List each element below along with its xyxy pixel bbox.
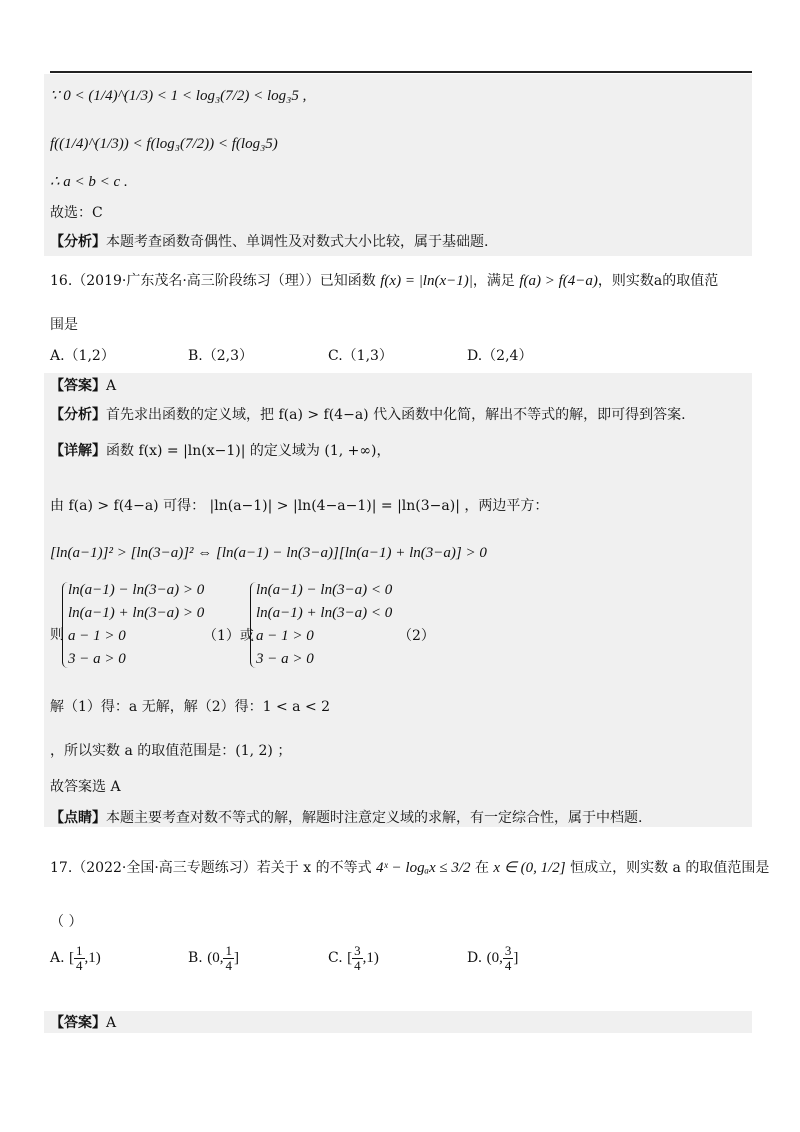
q16-option-c: C.（1,3） xyxy=(328,348,393,364)
system2 xyxy=(256,579,392,671)
q16-stem xyxy=(50,271,718,291)
analysis-tag: 【分析】 xyxy=(50,407,106,423)
q16-analysis xyxy=(50,405,686,425)
system1-row: ln(a−1) + ln(3−a) > 0 xyxy=(68,605,205,621)
answer-tag: 【答案】 xyxy=(50,1015,106,1031)
comment-text: 本题主要考查对数不等式的解，解题时注意定义域的求解，有一定综合性，属于中档题. xyxy=(106,810,643,826)
q16-stem-suffix: ，则实数a的取值范 xyxy=(597,273,719,289)
numerator: 1 xyxy=(76,943,83,958)
system2-row: ln(a−1) − ln(3−a) < 0 xyxy=(256,582,393,598)
interval-pre: 0, xyxy=(212,949,224,966)
bracket: ( xyxy=(486,949,492,966)
prev-line2: f((1/4)^(1/3)) < f(log₃(7/2)) < f(log₃5) xyxy=(50,136,278,152)
q17-paren: （ ） xyxy=(50,914,83,930)
analysis-tag: 【分析】 xyxy=(50,234,106,250)
option-interval xyxy=(207,944,239,973)
q16-stem-mid: ，满足 xyxy=(472,273,515,289)
q16-stem-line2: 围是 xyxy=(50,317,78,333)
q16-detail3: [ln(a−1)]² > [ln(3−a)]² ⇔ [ln(a−1) − ln(3−a)][ln(a−1) + ln(3−a)] > 0 xyxy=(50,545,487,561)
interval-rest: ,1) xyxy=(84,949,101,966)
system1-row: 3 − a > 0 xyxy=(68,651,126,667)
option-letter: C. xyxy=(328,949,343,966)
bracket: ] xyxy=(513,949,519,966)
option-letter: A. xyxy=(50,949,65,966)
prev-analysis xyxy=(50,232,488,252)
fraction xyxy=(74,944,85,973)
q17-in: 在 xyxy=(474,860,489,876)
denominator: 4 xyxy=(504,958,512,973)
q17-answer-block xyxy=(44,1011,752,1033)
bracket: ] xyxy=(233,949,239,966)
numerator: 3 xyxy=(354,943,361,958)
interval-rest: ,1) xyxy=(362,949,379,966)
denominator: 4 xyxy=(354,958,361,973)
q16-range: ，所以实数 a 的取值范围是：(1, 2) ； xyxy=(50,743,292,759)
comment-tag: 【点睛】 xyxy=(50,810,106,826)
q16-func: f(x) = |ln(x−1)| xyxy=(380,273,473,289)
option-interval xyxy=(69,944,101,973)
q17-option-a xyxy=(50,944,101,973)
option-interval xyxy=(347,944,379,973)
analysis-text: 首先求出函数的定义域，把 f(a) > f(4−a) 代入函数中化简，解出不等式的解，即可得到答案. xyxy=(106,407,686,423)
system1-row: ln(a−1) − ln(3−a) > 0 xyxy=(68,582,205,598)
answer-value: A xyxy=(106,1015,117,1031)
header-rule xyxy=(50,71,752,73)
q17-answer xyxy=(50,1013,116,1033)
q16-answer xyxy=(50,376,116,396)
system2-row: a − 1 > 0 xyxy=(256,628,314,644)
denominator: 4 xyxy=(225,958,232,973)
system2-row: 3 − a > 0 xyxy=(256,651,314,667)
system2-label: （2） xyxy=(398,628,435,644)
fraction xyxy=(352,944,363,973)
q16-detail2: 由 f(a) > f(4−a) 可得： |ln(a−1)| > |ln(4−a−1)| = |ln(3−a)| ，两边平方： xyxy=(50,498,549,514)
q17-stem xyxy=(50,858,769,878)
option-interval xyxy=(487,944,519,973)
numerator: 1 xyxy=(225,943,232,958)
prev-line3: ∴ a < b < c . xyxy=(50,174,128,190)
analysis-text: 本题考查函数奇偶性、单调性及对数式大小比较，属于基础题. xyxy=(106,234,489,250)
bracket: [ xyxy=(69,949,75,966)
system1-label: （1）或 xyxy=(203,628,254,644)
q17-stem-prefix: 17.（2022·全国·高三专题练习）若关于 x 的不等式 xyxy=(50,860,372,876)
q16-detail1 xyxy=(50,441,391,461)
system1 xyxy=(68,579,204,671)
option-letter: B. xyxy=(188,949,203,966)
q17-option-c xyxy=(328,944,379,973)
bracket: [ xyxy=(347,949,353,966)
q17-option-d xyxy=(467,944,518,973)
detail-tag: 【详解】 xyxy=(50,443,106,459)
prev-choice: 故选：C xyxy=(50,205,103,221)
q16-stem-prefix: 16.（2019·广东茂名·高三阶段练习（理））已知函数 xyxy=(50,273,376,289)
bracket: ( xyxy=(207,949,213,966)
q17-stem-suffix: 恒成立，则实数 a 的取值范围是 xyxy=(570,860,770,876)
system2-row: ln(a−1) + ln(3−a) < 0 xyxy=(256,605,393,621)
numerator: 3 xyxy=(504,943,512,958)
denominator: 4 xyxy=(76,958,83,973)
q16-final: 故答案选 A xyxy=(50,779,121,795)
q16-option-d: D.（2,4） xyxy=(467,348,533,364)
interval-pre: 0, xyxy=(491,949,503,966)
q16-comment xyxy=(50,808,642,828)
detail-text: 函数 f(x) = |ln(x−1)| 的定义域为 (1, +∞)， xyxy=(106,443,391,459)
then-label: 则 xyxy=(50,627,64,643)
system1-row: a − 1 > 0 xyxy=(68,628,126,644)
q17-option-b xyxy=(188,944,239,973)
answer-value: A xyxy=(106,378,117,394)
answer-tag: 【答案】 xyxy=(50,378,106,394)
q16-cond: f(a) > f(4−a) xyxy=(519,273,598,289)
q17-ineq: 4ˣ − logₐx ≤ 3/2 xyxy=(376,860,471,876)
fraction xyxy=(223,944,234,973)
q16-option-b: B.（2,3） xyxy=(188,348,254,364)
option-letter: D. xyxy=(467,949,483,966)
q16-solve: 解（1）得：a 无解，解（2）得：1 < a < 2 xyxy=(50,699,331,715)
fraction xyxy=(503,944,514,973)
q16-option-a: A.（1,2） xyxy=(50,348,115,364)
prev-line1: ∵ 0 < (1/4)^(1/3) < 1 < log₃(7/2) < log₃5 , xyxy=(50,88,307,104)
q17-domain: x ∈ (0, 1/2] xyxy=(493,860,566,876)
